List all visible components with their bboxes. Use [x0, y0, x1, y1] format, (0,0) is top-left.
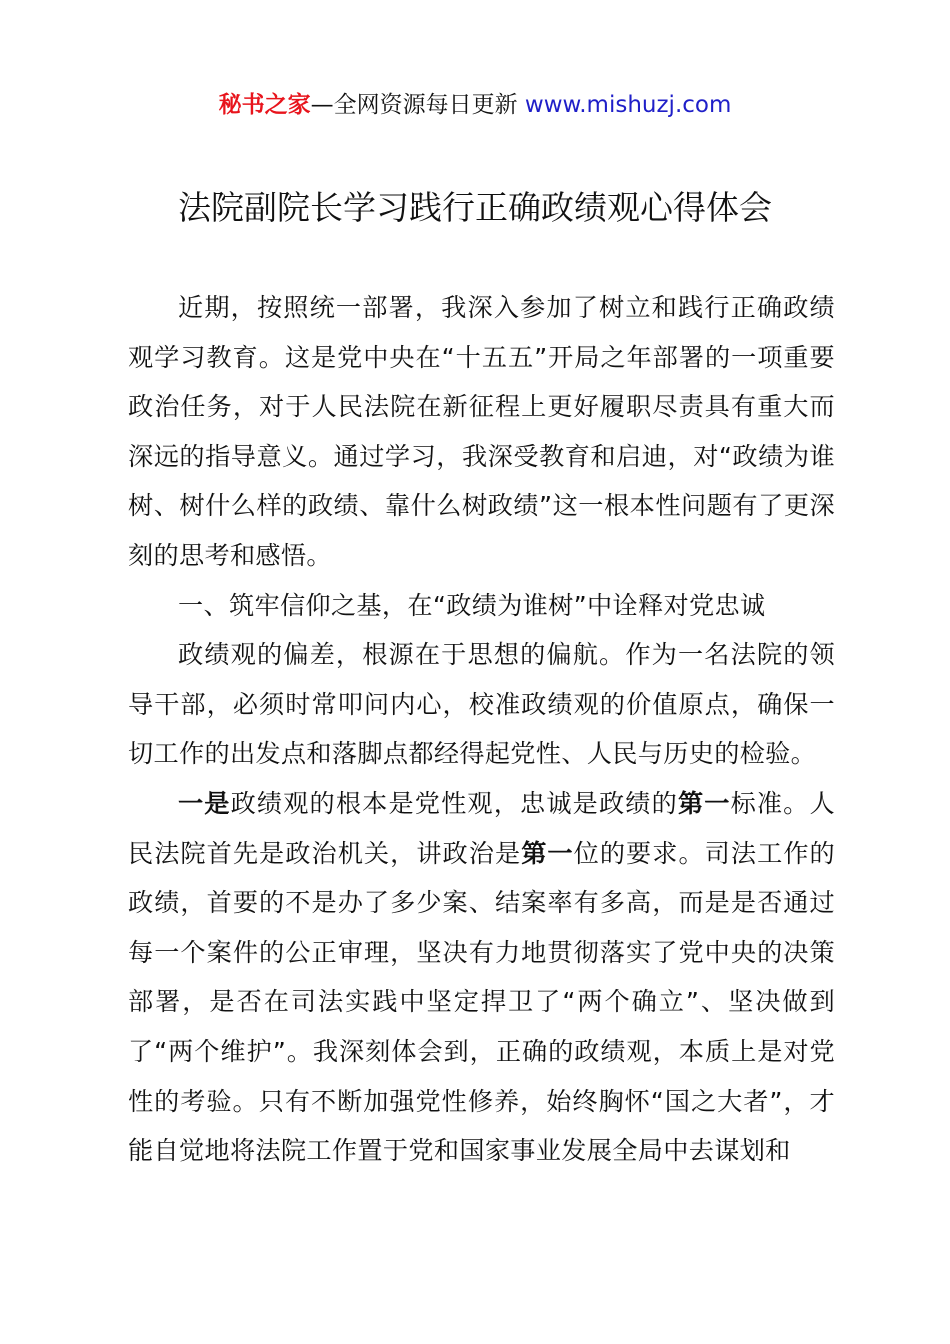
- paragraph-segment: 标准。人民法院首先是政治机关，讲政治是: [128, 788, 835, 868]
- body-paragraph-point-one: [128, 779, 835, 1176]
- paragraph-segment: 政绩观的根本是党性观，忠诚是政绩的: [230, 788, 678, 818]
- site-header: [0, 88, 950, 122]
- emphasis-text: 第一: [521, 838, 574, 868]
- header-tagline: —全网资源每日更新: [310, 92, 518, 118]
- document-body: [128, 283, 835, 1176]
- section-heading: 一、筑牢信仰之基，在“政绩为谁树”中诠释对党忠诚: [178, 590, 766, 620]
- document-title: 法院副院长学习践行正确政绩观心得体会: [178, 188, 772, 227]
- site-url-link[interactable]: www.mishuzj.com: [524, 92, 732, 118]
- brand-name: 秘书之家: [218, 92, 311, 118]
- body-paragraph: 政绩观的偏差，根源在于思想的偏航。作为一名法院的领导干部，必须时常叩问内心，校准政绩观的价值原点，确保一切工作的出发点和落脚点都经得起党性、人民与历史的检验。: [128, 640, 835, 769]
- paragraph-segment: 位的要求。司法工作的政绩，首要的不是办了多少案、结案率有多高，而是是否通过每一个案件的公正审理，坚决有力地贯彻落实了党中央的决策部署，是否在司法实践中坚定捍卫了“两个确立”、坚决做到了“两个维护”。我深刻体会到，正确的政绩观，本质上是对党性的考验。只有不断加强党性修养，始终胸怀“国之大者”，才能自觉地将法院工作置于党和国家事业发展全局中去谋划和: [128, 838, 836, 1166]
- point-lead: 一是: [178, 788, 231, 818]
- emphasis-text: 第一: [677, 788, 731, 818]
- intro-paragraph: 近期，按照统一部署，我深入参加了树立和践行正确政绩观学习教育。这是党中央在“十五五”开局之年部署的一项重要政治任务，对于人民法院在新征程上更好履职尽责具有重大而深远的指导意义。通过学习，我深受教育和启迪，对“政绩为谁树、树什么样的政绩、靠什么树政绩”这一根本性问题有了更深刻的思考和感悟。: [128, 293, 835, 570]
